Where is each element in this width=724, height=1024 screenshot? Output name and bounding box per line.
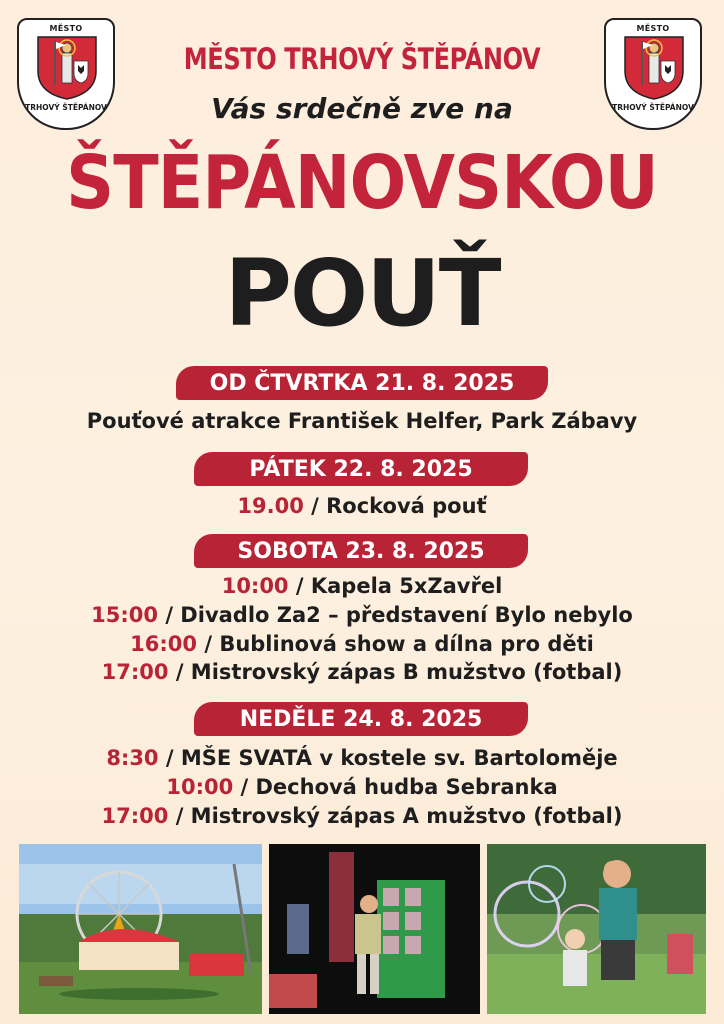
day-badge-saturday: SOBOTA 23. 8. 2025 xyxy=(194,534,528,568)
program-item-time: 10:00 xyxy=(166,775,234,799)
photo-bubble-show xyxy=(487,844,706,1014)
program-item xyxy=(0,409,724,433)
program-item xyxy=(0,775,724,799)
photo-theatre-performance xyxy=(269,844,480,1014)
program-item-text: / Mistrovský zápas A mužstvo (fotbal) xyxy=(168,804,623,828)
program-item xyxy=(0,632,724,656)
program-item-text: / Bublinová show a dílna pro děti xyxy=(197,632,594,656)
program-item-text: / Kapela 5xZavřel xyxy=(288,574,503,598)
program-item xyxy=(0,603,724,627)
day-badge-sunday: NEDĚLE 24. 8. 2025 xyxy=(194,702,528,736)
program-item-text: Pouťové atrakce František Helfer, Park Zábavy xyxy=(86,409,638,433)
invite-text: Vás srdečně zve na xyxy=(211,92,513,125)
day-badge-friday: PÁTEK 22. 8. 2025 xyxy=(194,452,528,486)
program-item-time: 16:00 xyxy=(130,632,198,656)
program-item xyxy=(0,746,724,770)
program-item-time: 15:00 xyxy=(91,603,159,627)
program-item xyxy=(0,804,724,828)
program-item xyxy=(0,494,724,518)
program-item-text: / MŠE SVATÁ v kostele sv. Bartoloměje xyxy=(158,746,618,770)
program-item-text: / Divadlo Za2 – představení Bylo nebylo xyxy=(158,603,633,627)
crest-top-text: MĚSTO xyxy=(49,24,83,33)
program-item-time: 17:00 xyxy=(101,660,169,684)
program-item-text: / Rocková pouť xyxy=(303,494,487,518)
program-item xyxy=(0,574,724,598)
program-item-text: / Dechová hudba Sebranka xyxy=(233,775,558,799)
program-item-text: / Mistrovský zápas B mužstvo (fotbal) xyxy=(168,660,623,684)
program-item-time: 8:30 xyxy=(106,746,159,770)
program-item-time: 17:00 xyxy=(101,804,169,828)
program-item xyxy=(0,660,724,684)
event-title-line-2: POUŤ xyxy=(224,240,500,347)
crest-bottom-text: TRHOVÝ ŠTĚPÁNOV xyxy=(25,103,107,112)
program-item-time: 19.00 xyxy=(237,494,304,518)
day-badge-thursday: OD ČTVRTKA 21. 8. 2025 xyxy=(176,366,548,400)
event-title-line-1: ŠTĚPÁNOVSKOU xyxy=(66,140,658,226)
program-item-time: 10:00 xyxy=(221,574,289,598)
crest-top-text: MĚSTO xyxy=(636,24,670,33)
town-name-heading: MĚSTO TRHOVÝ ŠTĚPÁNOV xyxy=(183,42,541,76)
crest-bottom-text: TRHOVÝ ŠTĚPÁNOV xyxy=(612,103,694,112)
photo-fairground-rides xyxy=(19,844,262,1014)
